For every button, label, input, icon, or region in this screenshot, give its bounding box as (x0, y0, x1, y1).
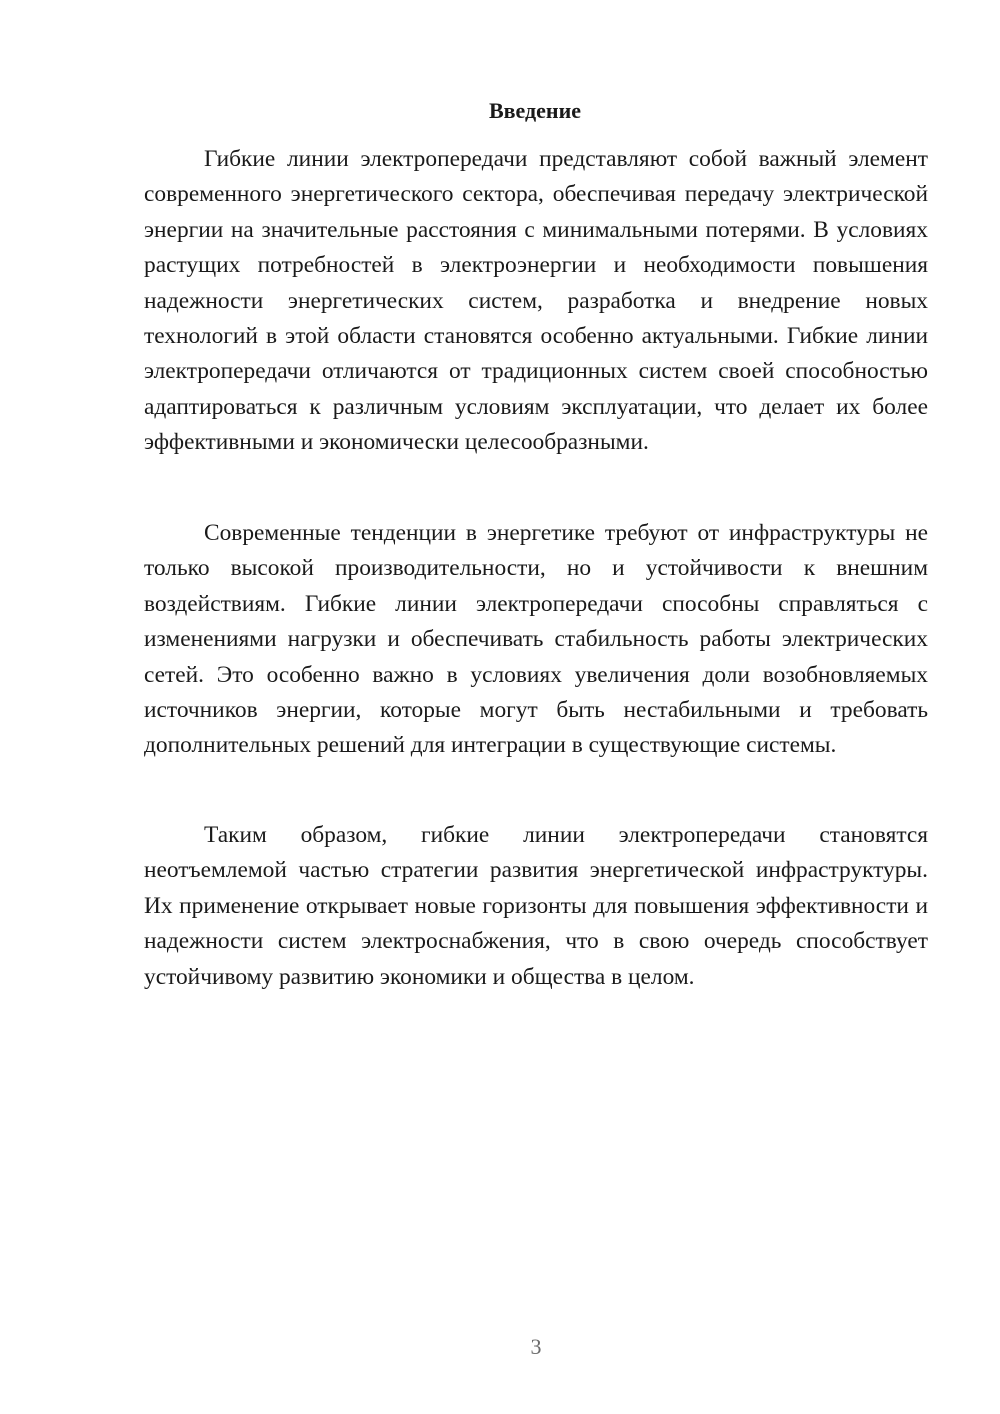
paragraph-3: Таким образом, гибкие линии электропередачи становятся неотъемлемой частью стратегии развития энергетической инфраструктуры. Их применение открывает новые горизонты для повышения эффективности и надежности систем электроснабжения, что в свою очередь способствует устойчивому развитию экономики и общества в целом. (144, 822, 928, 990)
page-title: Введение (488, 98, 582, 123)
page-number: 3 (530, 1334, 542, 1359)
paragraph-2: Современные тенденции в энергетике требуют от инфраструктуры не только высокой производительности, но и устойчивости к внешним воздействиям. Гибкие линии электропередачи способны справляться с изменениями нагрузки и обеспечивать стабильность работы электрических сетей. Это особенно важно в условиях увеличения доли возобновляемых источников энергии, которые могут быть нестабильными и требовать дополнительных решений для интеграции в существующие системы. (144, 520, 928, 759)
paragraph-1: Гибкие линии электропередачи представляют собой важный элемент современного энергетического сектора, обеспечивая передачу электрической энергии на значительные расстояния с минимальными потерями. В условиях растущих потребностей в электроэнергии и необходимости повышения надежности энергетических систем, разработка и внедрение новых технологий в этой области становятся особенно актуальными. Гибкие линии электропередачи отличаются от традиционных систем своей способностью адаптироваться к различным условиям эксплуатации, что делает их более эффективными и экономически целесообразными. (144, 146, 928, 456)
